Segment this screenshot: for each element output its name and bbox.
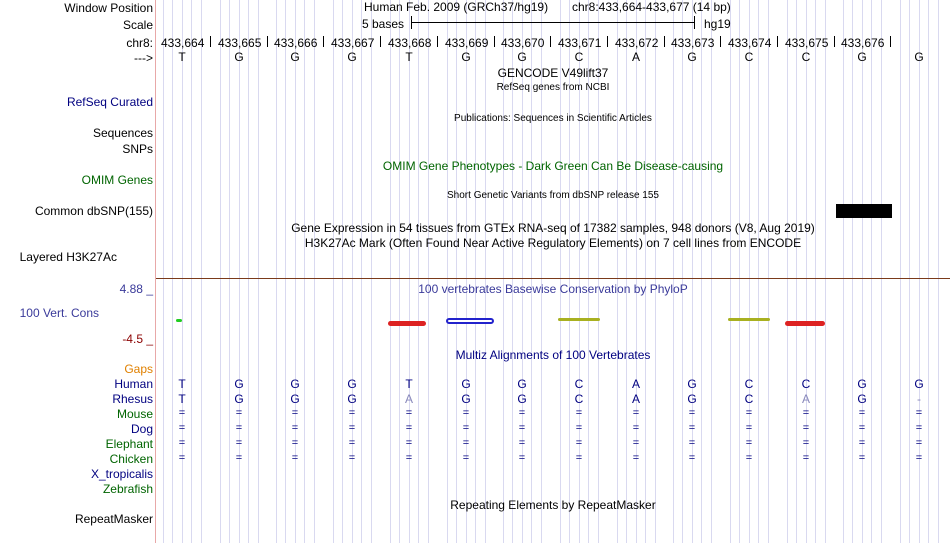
alignment-base: =	[575, 407, 583, 419]
sequence-base: G	[517, 50, 527, 64]
alignment-base: C	[801, 377, 811, 391]
alignment-base: =	[632, 422, 640, 434]
species-label-dog[interactable]: Dog	[130, 422, 153, 436]
alignment-base: =	[802, 407, 810, 419]
alignment-base: =	[348, 422, 356, 434]
dbsnp-track-title[interactable]: Short Genetic Variants from dbSNP release 155	[447, 190, 659, 201]
alignment-base: =	[291, 437, 299, 449]
ruler-coordinate-label: 433,676	[841, 36, 885, 50]
ruler-tick	[664, 36, 665, 47]
alignment-base: A	[631, 392, 640, 406]
layered-h3k27ac-label[interactable]: Layered H3K27Ac	[19, 250, 117, 264]
alignment-base: =	[688, 422, 696, 434]
ruler-coordinate-label: 433,664	[161, 36, 205, 50]
sequence-base: G	[914, 50, 924, 64]
ruler-tick	[890, 36, 891, 47]
alignment-base: =	[235, 437, 243, 449]
sequences-label[interactable]: Sequences	[92, 126, 153, 140]
alignment-base: =	[745, 437, 753, 449]
alignment-base: =	[291, 452, 299, 464]
ruler-tick	[323, 36, 324, 47]
ruler-tick	[777, 36, 778, 47]
ruler-tick	[380, 36, 381, 47]
ruler-tick	[550, 36, 551, 47]
alignment-base: C	[744, 377, 754, 391]
alignment-base: =	[915, 437, 923, 449]
sequence-base: A	[631, 50, 640, 64]
alignment-base: =	[632, 437, 640, 449]
refseq-curated-label[interactable]: RefSeq Curated	[66, 95, 153, 109]
phylop-score-mark	[785, 321, 825, 326]
phylop-track-label[interactable]: 100 Vert. Cons	[19, 306, 99, 320]
alignment-base: A	[404, 392, 413, 406]
omim-genes-label[interactable]: OMIM Genes	[81, 173, 153, 187]
species-label-elephant[interactable]: Elephant	[105, 437, 153, 451]
chrom-label: chr8:	[126, 36, 153, 50]
alignment-base: G	[517, 392, 527, 406]
ruler-tick	[720, 36, 721, 47]
alignment-base: =	[235, 422, 243, 434]
sequence-base: C	[744, 50, 754, 64]
alignment-base: =	[688, 437, 696, 449]
ruler-tick	[834, 36, 835, 47]
alignment-base: =	[178, 422, 186, 434]
alignment-base: G	[347, 392, 357, 406]
alignment-base: =	[802, 452, 810, 464]
alignment-base: T	[405, 377, 413, 391]
multiz-track-title[interactable]: Multiz Alignments of 100 Vertebrates	[455, 348, 651, 362]
common-dbsnp-label[interactable]: Common dbSNP(155)	[34, 204, 153, 218]
scale-bar-line	[411, 22, 695, 23]
alignment-base: =	[745, 407, 753, 419]
alignment-base: C	[744, 392, 754, 406]
alignment-base: =	[575, 437, 583, 449]
alignment-base: =	[518, 422, 526, 434]
ruler-coordinate-label: 433,669	[445, 36, 489, 50]
phylop-track-title[interactable]: 100 vertebrates Basewise Conservation by PhyloP	[418, 282, 688, 296]
alignment-base: G	[234, 392, 244, 406]
ruler-coordinate-label: 433,671	[558, 36, 602, 50]
alignment-base: =	[178, 407, 186, 419]
strand-label: --->	[134, 51, 153, 65]
sequence-base: G	[234, 50, 244, 64]
ruler-coordinate-label: 433,674	[728, 36, 772, 50]
alignment-base: A	[801, 392, 810, 406]
alignment-base: =	[348, 452, 356, 464]
alignment-base: =	[632, 452, 640, 464]
alignment-base: =	[745, 422, 753, 434]
species-label-rhesus[interactable]: Rhesus	[112, 392, 153, 406]
alignment-base: =	[405, 407, 413, 419]
track-labels-column	[0, 0, 155, 543]
alignment-base: =	[405, 452, 413, 464]
alignment-base: =	[405, 437, 413, 449]
gaps-label[interactable]: Gaps	[124, 362, 153, 376]
alignment-base: T	[178, 377, 186, 391]
alignment-base: T	[178, 392, 186, 406]
alignment-base: =	[518, 407, 526, 419]
sequence-base: G	[857, 50, 867, 64]
position-text[interactable]: chr8:433,664-433,677 (14 bp)	[572, 0, 731, 14]
alignment-base: G	[687, 392, 697, 406]
sequence-base: T	[178, 50, 186, 64]
alignment-base: =	[518, 437, 526, 449]
species-label-zebrafish[interactable]: Zebrafish	[102, 482, 153, 496]
alignment-base: =	[405, 422, 413, 434]
alignment-base: G	[914, 377, 924, 391]
snps-label[interactable]: SNPs	[122, 142, 153, 156]
publications-track-title[interactable]: Publications: Sequences in Scientific Articles	[454, 113, 652, 124]
alignment-base: G	[290, 377, 300, 391]
phylop-score-mark	[558, 318, 600, 321]
ruler-tick	[210, 36, 211, 47]
window-position-label: Window Position	[64, 1, 153, 15]
alignment-base: =	[915, 407, 923, 419]
scale-assembly: hg19	[704, 17, 731, 31]
alignment-base: G	[517, 377, 527, 391]
species-label-chicken[interactable]: Chicken	[109, 452, 153, 466]
phylop-score-mark	[446, 318, 494, 324]
phylop-min-label: -4.5 _	[122, 332, 153, 346]
alignment-base: =	[178, 437, 186, 449]
scale-label: Scale	[122, 18, 153, 32]
alignment-base: =	[178, 452, 186, 464]
alignment-base: =	[291, 407, 299, 419]
alignment-base: =	[235, 452, 243, 464]
repeatmasker-label[interactable]: RepeatMasker	[74, 512, 153, 526]
alignment-base: G	[347, 377, 357, 391]
ruler-coordinate-label: 433,672	[615, 36, 659, 50]
species-label-human[interactable]: Human	[114, 377, 153, 391]
dbsnp-variant-block[interactable]	[836, 204, 892, 218]
alignment-base: =	[575, 452, 583, 464]
alignment-base: C	[574, 392, 584, 406]
alignment-base: =	[291, 422, 299, 434]
alignment-base: =	[858, 422, 866, 434]
alignment-base: =	[518, 452, 526, 464]
alignment-base: G	[857, 392, 867, 406]
alignment-base: =	[915, 422, 923, 434]
ruler-coordinate-label: 433,675	[785, 36, 829, 50]
alignment-base: =	[235, 407, 243, 419]
alignment-base: =	[348, 437, 356, 449]
alignment-base: =	[745, 452, 753, 464]
alignment-base: C	[574, 377, 584, 391]
gencode-track-title[interactable]: GENCODE V49lift37	[497, 66, 609, 80]
ruler-coordinate-label: 433,665	[218, 36, 262, 50]
repeatmasker-track-title[interactable]: Repeating Elements by RepeatMasker	[450, 498, 656, 512]
alignment-base: G	[687, 377, 697, 391]
alignment-base: =	[462, 452, 470, 464]
alignment-base: -	[917, 392, 921, 406]
species-label-x_tropicalis[interactable]: X_tropicalis	[90, 467, 153, 481]
sequence-base: T	[405, 50, 413, 64]
alignment-base: =	[858, 452, 866, 464]
scale-bar-right-tick	[694, 16, 695, 29]
alignment-base: =	[858, 437, 866, 449]
alignment-base: =	[632, 407, 640, 419]
alignment-base: =	[462, 407, 470, 419]
alignment-base: G	[234, 377, 244, 391]
sequence-base: G	[290, 50, 300, 64]
ruler-coordinate-label: 433,668	[388, 36, 432, 50]
alignment-base: G	[290, 392, 300, 406]
alignment-base: =	[688, 407, 696, 419]
ruler-tick	[607, 36, 608, 47]
species-label-mouse[interactable]: Mouse	[116, 407, 153, 421]
alignment-base: =	[802, 437, 810, 449]
alignment-base: =	[348, 407, 356, 419]
sequence-base: G	[347, 50, 357, 64]
ruler-tick	[437, 36, 438, 47]
gtex-track-title[interactable]: Gene Expression in 54 tissues from GTEx RNA-seq of 17382 samples, 948 donors (V8, Aug 2019)	[291, 221, 815, 235]
alignment-base: =	[575, 422, 583, 434]
phylop-score-mark	[388, 321, 426, 326]
alignment-base: =	[802, 422, 810, 434]
alignment-base: =	[688, 452, 696, 464]
h3k27ac-track-title[interactable]: H3K27Ac Mark (Often Found Near Active Regulatory Elements) on 7 cell lines from ENCODE	[304, 236, 802, 250]
alignment-base: A	[631, 377, 640, 391]
ruler-coordinate-label: 433,667	[331, 36, 375, 50]
ruler-coordinate-label: 433,673	[671, 36, 715, 50]
phylop-max-label: 4.88 _	[119, 282, 153, 296]
sequence-base: C	[801, 50, 811, 64]
phylop-score-mark	[176, 319, 182, 322]
sequence-base: C	[574, 50, 584, 64]
scale-bar-text: 5 bases	[362, 17, 405, 31]
alignment-base: =	[462, 422, 470, 434]
assembly-title: Human Feb. 2009 (GRCh37/hg19)	[364, 0, 549, 14]
alignment-base: =	[462, 437, 470, 449]
h3k27ac-signal-line	[156, 278, 950, 279]
ruler-coordinate-label: 433,666	[274, 36, 318, 50]
ruler-tick	[494, 36, 495, 47]
sequence-base: G	[687, 50, 697, 64]
sequence-base: G	[461, 50, 471, 64]
alignment-base: G	[857, 377, 867, 391]
phylop-score-mark	[728, 318, 770, 321]
ruler-tick	[267, 36, 268, 47]
refseq-track-title[interactable]: RefSeq genes from NCBI	[496, 82, 610, 93]
alignment-base: G	[461, 377, 471, 391]
omim-track-title[interactable]: OMIM Gene Phenotypes - Dark Green Can Be Disease-causing	[382, 159, 724, 173]
ruler-coordinate-label: 433,670	[501, 36, 545, 50]
alignment-base: G	[461, 392, 471, 406]
alignment-base: =	[915, 452, 923, 464]
alignment-base: =	[858, 407, 866, 419]
